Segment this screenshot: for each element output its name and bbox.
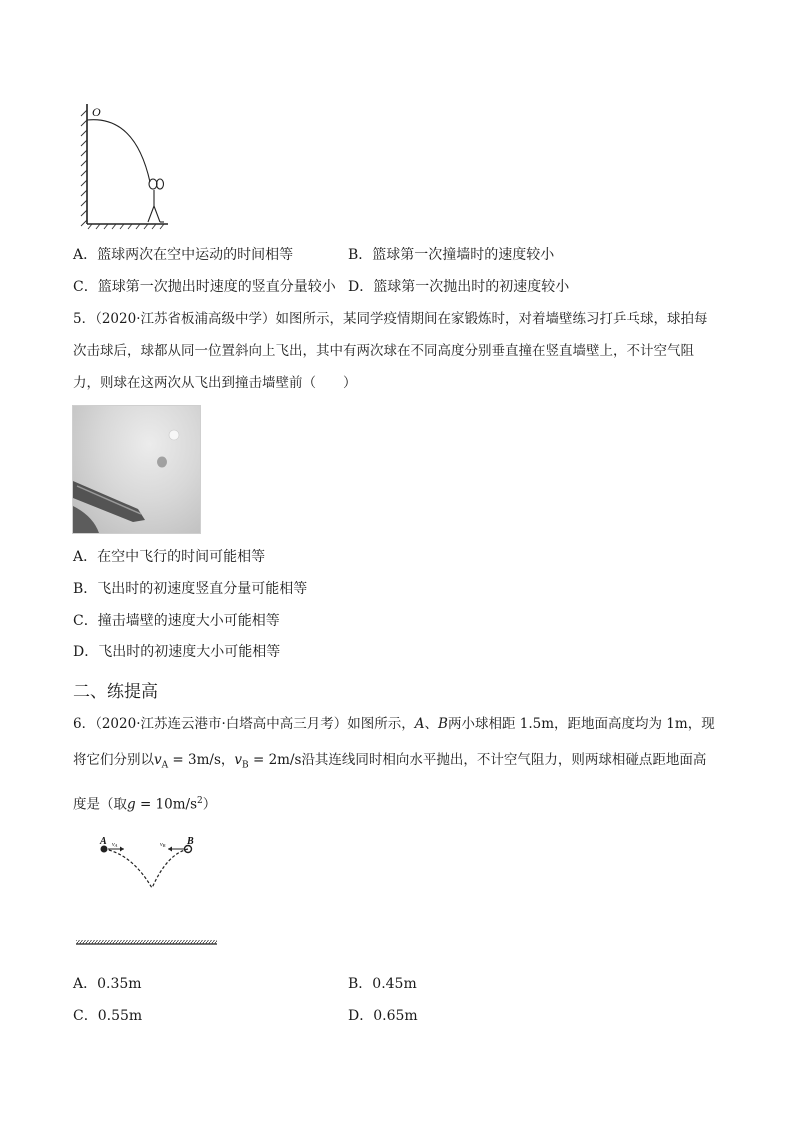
q4-option-d: D．篮球第一次抛出时的初速度较小 [348,279,570,295]
q6-option-c: C．0.55m [73,1008,143,1024]
g-symbol: g [127,796,136,813]
va-sub: A [161,760,169,771]
fig-label-a: A [100,836,107,847]
g-equation: = 10m/s [135,796,198,813]
q5-option-c: C．撞击墙壁的速度大小可能相等 [73,613,280,629]
label-o: O [92,105,101,119]
ping-pong-photo [72,405,201,534]
q6-sep: 、 [424,716,439,732]
fig-va-sub: A [114,843,118,848]
q5-option-a: A．在空中飞行的时间可能相等 [73,549,266,565]
q4-option-c: C．篮球第一次抛出时速度的竖直分量较小 [73,279,336,295]
person-icon [148,179,164,222]
fig-label-va [112,842,118,848]
fig-vb-sub: B [162,843,166,848]
q5-stem-line1: 5．（2020·江苏省板浦高级中学）如图所示，某同学疫情期间在家锻炼时，对着墙壁练习打乒乓球，球拍每 [73,311,708,327]
q6-option-a: A．0.35m [73,976,142,992]
q6-line1-suffix: 两小球相距 1.5m，距地面高度均为 1m，现 [447,716,715,732]
q4-option-b: B．篮球第一次撞墙时的速度较小 [348,247,555,263]
va-symbol: v [154,752,162,768]
q5-stem-line3: 力，则球在这两次从飞出到撞击墙壁前（ ） [73,375,357,391]
q6-line2-suffix: 沿其连线同时相向水平抛出，不计空气阻力，则两球相碰点距地面高 [301,752,707,768]
ping-pong-photo-drawing [73,406,200,533]
q4-option-a: A．篮球两次在空中运动的时间相等 [73,247,294,263]
fig-label-b: B [187,836,194,847]
q5-stem-line2: 次击球后，球都从同一位置斜向上飞出，其中有两次球在不同高度分别垂直撞在竖直墙壁上，不计空气阻 [73,343,694,359]
q6-stem-line2 [73,750,706,776]
ball-b-label: B [438,716,448,732]
q6-line3-prefix: 度是（取 [73,796,127,813]
basketball-wall-figure [80,100,180,230]
q6-prefix: 6．（2020·江苏连云港市·白塔高中高三月考）如图所示， [73,716,415,732]
fig-vb-v: v [160,842,163,848]
section-title: 二、练提高 [73,682,158,702]
q6-stem-line1 [73,714,715,734]
g-exponent: 2 [197,796,203,806]
ball-a-label: A [414,716,425,732]
q6-line2-prefix: 将它们分别以 [73,752,154,768]
fig-va-v: v [112,842,115,848]
q6-stem-line3 [73,791,216,815]
vb-equation: = 2m/s [248,752,302,768]
q6-option-d: D．0.65m [348,1008,418,1024]
vb-sub: B [242,760,249,771]
va-equation: = 3m/s， [168,752,235,768]
q5-option-d: D．飞出时的初速度大小可能相等 [73,644,281,660]
fig-label-vb [160,842,166,848]
vb-symbol: v [234,752,243,768]
q5-option-b: B．飞出时的初速度竖直分量可能相等 [73,581,308,597]
q6-line3-suffix: ） [202,796,217,813]
two-balls-figure [72,834,222,952]
q6-option-b: B．0.45m [348,976,417,992]
